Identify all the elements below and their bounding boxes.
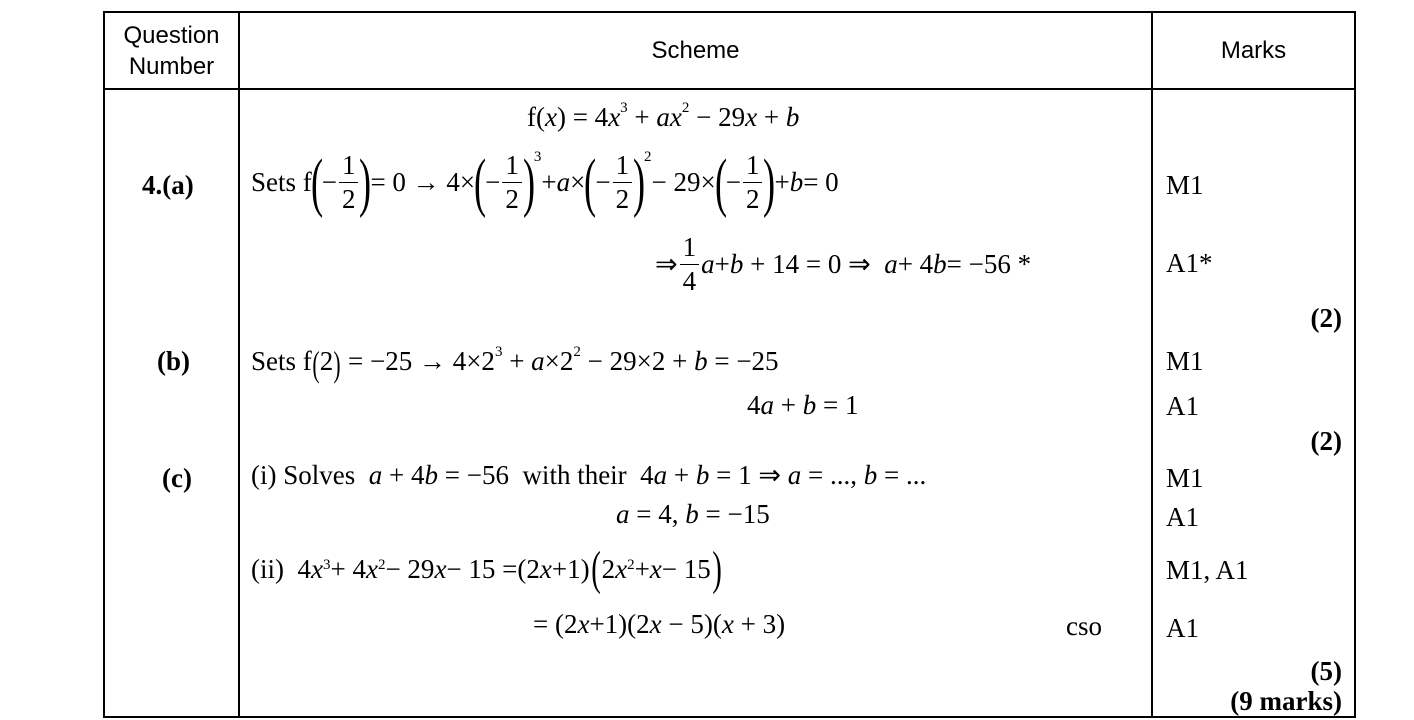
table-border-left	[103, 11, 105, 718]
scheme-line-result-a: ⇒ $\frac{1}{4}$ a + b + 14 = 0 ⇒ a + 4 b = −56 *	[655, 231, 1032, 296]
header-divider	[103, 88, 1356, 90]
part-label-c: (c)	[162, 463, 192, 493]
mark-b-method: M1	[1166, 346, 1204, 376]
mark-a-accuracy: A1*	[1166, 248, 1213, 278]
mark-c-accuracy-3: A1	[1166, 613, 1199, 643]
mark-c-method-accuracy-2: M1, A1	[1166, 555, 1249, 585]
scheme-line-values-c: a = 4, b = −15	[616, 499, 770, 529]
header-marks: Marks	[1220, 37, 1287, 64]
column-divider-2	[1151, 11, 1153, 718]
scheme-line-solve-c: (i) Solves a + 4b = −56 with their 4a + b = 1 ⇒ a = ..., b = ...	[251, 460, 927, 490]
mark-c-method-1: M1	[1166, 463, 1204, 493]
mark-b-total: (2)	[1310, 426, 1342, 456]
mark-b-accuracy: A1	[1166, 391, 1199, 421]
mark-a-total: (2)	[1310, 303, 1342, 333]
header-question-number: Question Number	[123, 22, 220, 80]
mark-c-total: (5)	[1310, 656, 1342, 686]
table-border-top	[103, 11, 1356, 13]
scheme-line-function: $f(x) = 4x^3 + ax^2 - 29x + b$	[527, 100, 800, 132]
part-label-b: (b)	[157, 346, 190, 376]
scheme-line-substitution-b: Sets $f(2) = -25 \to 4\times 2^3 + a\times 2^2 - 29\times 2 + b = -25$	[251, 344, 779, 384]
mark-a-method: M1	[1166, 170, 1204, 200]
table-border-right	[1354, 11, 1356, 718]
scheme-line-factor-c: (ii) 4 x $^3$ + 4 x $^2$ − 29 x − 15 = (2 x +1) ( 2 x $^2$ + x − 15 )	[251, 542, 722, 595]
column-divider-1	[238, 11, 240, 718]
table-border-bottom	[103, 716, 1356, 718]
scheme-line-full-factorisation: = (2x+1)(2x − 5)(x + 3)	[533, 609, 786, 639]
scheme-line-result-b: 4a + b = 1	[747, 390, 859, 420]
header-scheme: Scheme	[651, 37, 740, 64]
question-total-marks: (9 marks)	[1230, 686, 1342, 716]
scheme-line-substitution-a: Sets f ( − $\frac{1}{2}$ ) = 0 → 4× ( − $\frac{1}{2}$ ) $^3$ + a × ( − $\frac{1}{2}$ ) $^2$ − 29× ( − $\frac{1}{2}$ ) + b = 0	[251, 145, 839, 219]
mark-c-accuracy-1: A1	[1166, 502, 1199, 532]
part-label-a: 4.(a)	[142, 170, 194, 200]
cso-note: cso	[1066, 611, 1102, 641]
